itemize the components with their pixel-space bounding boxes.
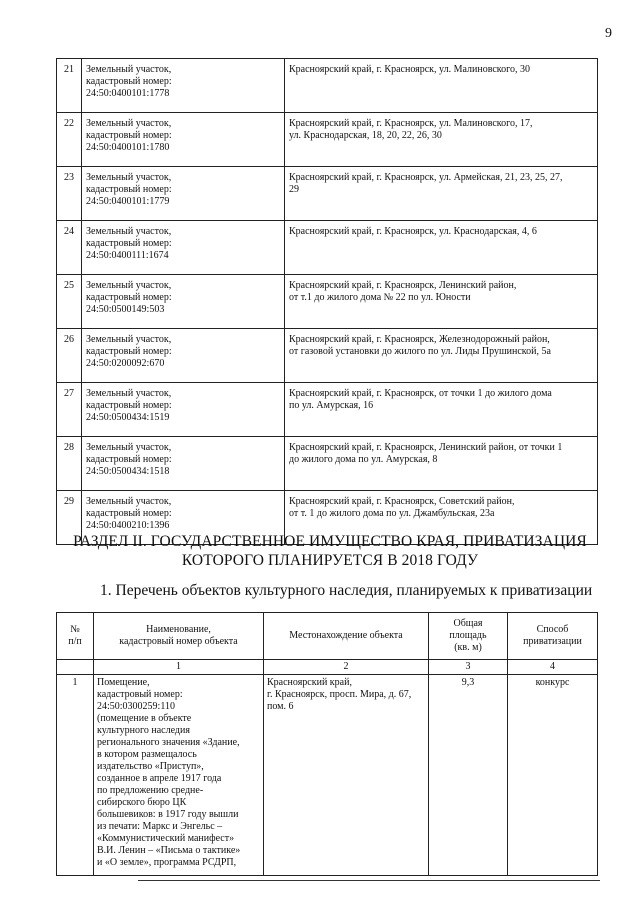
row-area: 9,3: [429, 675, 508, 876]
bottom-divider: [138, 880, 600, 881]
row-name: Земельный участок, кадастровый номер: 24:50:0500434:1519: [82, 383, 285, 437]
row-num: 26: [57, 329, 82, 383]
row-num: 23: [57, 167, 82, 221]
table-row: [57, 329, 598, 383]
row-location: Красноярский край, г. Красноярск, ул. Краснодарская, 4, 6: [285, 221, 598, 275]
row-location: Красноярский край, г. Красноярск, Ленинский район, от т.1 до жилого дома № 22 по ул. Юности: [285, 275, 598, 329]
row-name: Земельный участок, кадастровый номер: 24:50:0400101:1779: [82, 167, 285, 221]
row-name: Земельный участок, кадастровый номер: 24:50:0200092:670: [82, 329, 285, 383]
row-num: 27: [57, 383, 82, 437]
table-row: [57, 113, 598, 167]
row-location: Красноярский край, г. Красноярск, от точки 1 до жилого дома по ул. Амурская, 16: [285, 383, 598, 437]
row-name: Земельный участок, кадастровый номер: 24:50:0400111:1674: [82, 221, 285, 275]
table-row: [57, 383, 598, 437]
heritage-objects-table: [56, 612, 598, 876]
table-row: [57, 167, 598, 221]
table-row: [57, 59, 598, 113]
land-plots-table: [56, 58, 598, 545]
column-index: 1: [94, 660, 264, 675]
section-title: [40, 532, 620, 570]
row-num: 1: [57, 675, 94, 876]
row-num: 24: [57, 221, 82, 275]
column-index: 3: [429, 660, 508, 675]
row-num: 21: [57, 59, 82, 113]
row-location: Красноярский край, г. Красноярск, ул. Малиновского, 30: [285, 59, 598, 113]
subsection-title: 1. Перечень объектов культурного наследия, планируемых к приватизации: [100, 582, 593, 599]
row-location: Красноярский край, г. Красноярск, просп. Мира, д. 67, пом. 6: [264, 675, 429, 876]
header-location: Местонахождение объекта: [264, 613, 429, 660]
section-title-text: РАЗДЕЛ II. ГОСУДАРСТВЕННОЕ ИМУЩЕСТВО КРАЯ, ПРИВАТИЗАЦИЯ КОТОРОГО ПЛАНИРУЕТСЯ В 2018 ГОДУ: [73, 533, 587, 569]
row-num: 22: [57, 113, 82, 167]
row-name: Помещение, кадастровый номер: 24:50:0300259:110 (помещение в объекте культурного наследия регионального значения «Здание, в котором размещалось издательство «Приступ», созданное в апреле 1917 года по предложению средне- сибирского бюро ЦК большевиков: в 1917 году вышли из печати: Маркс и Энгельс – «Коммунистический манифест» В.И. Ленин – «Письма о тактике» и «О земле», программа РСДРП,: [94, 675, 264, 876]
row-num: 29: [57, 491, 82, 545]
row-location: Красноярский край, г. Красноярск, Ленинский район, от точки 1 до жилого дома по ул. Амурская, 8: [285, 437, 598, 491]
row-location: Красноярский край, г. Красноярск, Советский район, от т. 1 до жилого дома по ул. Джамбульская, 23а: [285, 491, 598, 545]
column-index-empty: [57, 660, 94, 675]
page-number: 9: [605, 26, 612, 41]
table-row: [57, 221, 598, 275]
row-num: 28: [57, 437, 82, 491]
table-row: [57, 275, 598, 329]
column-index: 2: [264, 660, 429, 675]
row-name: Земельный участок, кадастровый номер: 24:50:0500434:1518: [82, 437, 285, 491]
row-name: Земельный участок, кадастровый номер: 24:50:0400101:1780: [82, 113, 285, 167]
row-name: Земельный участок, кадастровый номер: 24:50:0500149:503: [82, 275, 285, 329]
row-location: Красноярский край, г. Красноярск, ул. Малиновского, 17, ул. Краснодарская, 18, 20, 22, 26, 30: [285, 113, 598, 167]
row-num: 25: [57, 275, 82, 329]
table-header-row: [57, 613, 598, 660]
row-location: Красноярский край, г. Красноярск, Железнодорожный район, от газовой установки до жилого по ул. Лиды Прушинской, 5а: [285, 329, 598, 383]
column-index-row: [57, 660, 598, 675]
header-name: Наименование, кадастровый номер объекта: [94, 613, 264, 660]
header-num: № п/п: [57, 613, 94, 660]
row-name: Земельный участок, кадастровый номер: 24:50:0400101:1778: [82, 59, 285, 113]
row-location: Красноярский край, г. Красноярск, ул. Армейская, 21, 23, 25, 27, 29: [285, 167, 598, 221]
header-method: Способ приватизации: [508, 613, 598, 660]
header-area: Общая площадь (кв. м): [429, 613, 508, 660]
table-row: [57, 675, 598, 876]
table-row: [57, 437, 598, 491]
column-index: 4: [508, 660, 598, 675]
row-method: конкурс: [508, 675, 598, 876]
row-name: Земельный участок, кадастровый номер: 24:50:0400210:1396: [82, 491, 285, 545]
